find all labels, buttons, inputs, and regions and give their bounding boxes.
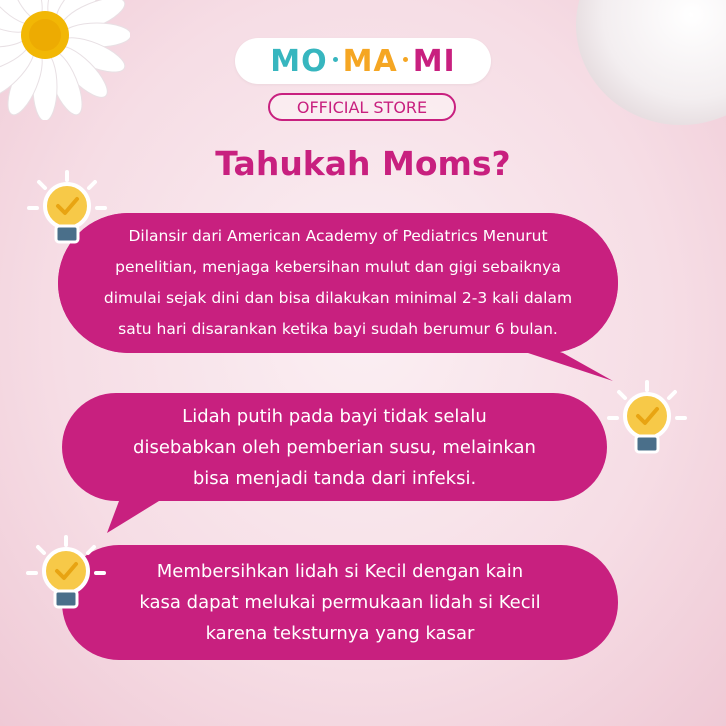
lightbulb-check-icon — [27, 170, 107, 250]
page-title: Tahukah Moms? — [215, 144, 511, 183]
fact-line: disebabkan oleh pemberian susu, melainkan — [133, 436, 536, 458]
logo-dot — [333, 57, 338, 62]
fact-text — [62, 545, 618, 660]
fact-line: penelitian, menjaga kebersihan mulut dan gigi sebaiknya — [115, 258, 561, 276]
fact-line: satu hari disarankan ketika bayi sudah berumur 6 bulan. — [118, 320, 558, 338]
fact-line: bisa menjadi tanda dari infeksi. — [192, 467, 477, 489]
fact-text — [64, 213, 612, 353]
daisy-icon — [0, 0, 130, 120]
fact-line: karena teksturnya yang kasar — [205, 623, 475, 644]
lightbulb-check-icon — [607, 380, 687, 460]
fact-line: Membersihkan lidah si Kecil dengan kain — [156, 561, 524, 582]
brand-logo — [235, 38, 491, 84]
lightbulb-check-icon — [26, 535, 106, 615]
fact-line: kasa dapat melukai permukaan lidah si Kecil — [139, 592, 541, 613]
fact-text — [62, 393, 607, 501]
fact-line: Dilansir dari American Academy of Pediatrics Menurut — [128, 227, 548, 245]
logo-dot — [403, 57, 408, 62]
official-store-badge: OFFICIAL STORE — [268, 93, 456, 121]
logo-part-mi: MI — [412, 43, 456, 79]
fact-bubble-3 — [62, 545, 618, 660]
fact-bubble-1 — [58, 213, 618, 383]
fact-line: dimulai sejak dini dan bisa dilakukan minimal 2-3 kali dalam — [103, 289, 573, 307]
milk-powder-image — [556, 0, 726, 140]
logo-part-ma: MA — [342, 43, 398, 79]
fact-bubble-2 — [62, 393, 622, 538]
logo-part-mo: MO — [270, 43, 328, 79]
fact-line: Lidah putih pada bayi tidak selalu — [182, 405, 487, 427]
